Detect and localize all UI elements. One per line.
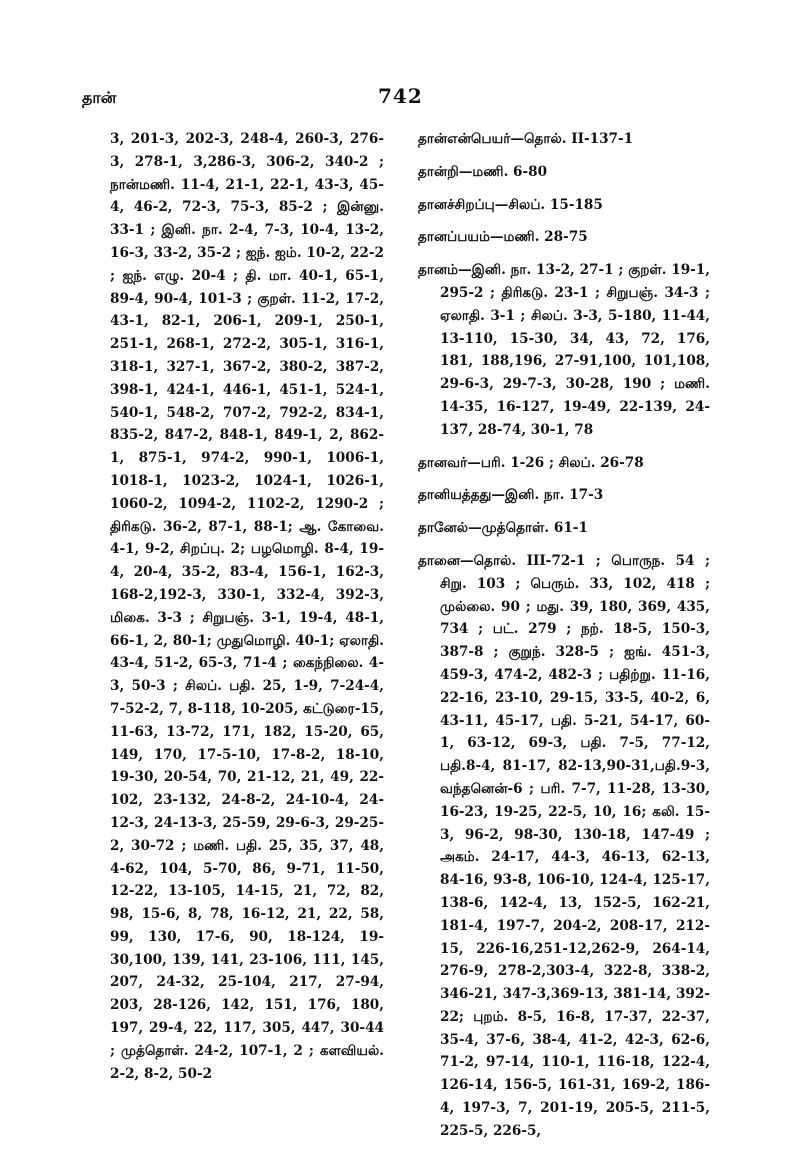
entry-headword: தானை—தொல். III-72-1 ; [418,552,601,569]
left-column [110,128,384,1095]
index-entry [418,484,710,507]
entry-headword: தானியத்தது—இனி. நா. 17-3 [418,487,604,504]
entry-headword: தானப்பயம்—மணி. 28-75 [418,229,588,246]
index-entry [418,161,710,184]
entry-headword: தானச்சிறப்பு—சிலப். 15-185 [418,196,603,213]
index-entry [418,226,710,249]
index-entry [418,517,710,540]
index-entry [418,194,710,217]
entry-references: சிலப். 26-78 [553,454,644,471]
index-entry [418,128,710,151]
running-head: தான் [82,88,117,107]
entry-headword: தான்என்பெயர்—தொல். II-137-1 [418,131,634,147]
entry-headword: தான்றி—மணி. 6-80 [418,163,548,180]
entry-references: 3, 201-3, 202-3, 248-4, 260-3, 276-3, 278-1, 3,286-3, 306-2, 340-2 ; நான்மணி. 11-4, 21-1, 22-1, 43-3, 45-4, 46-2, 72-3, 75-3, 85-2 ; இன்னு. 33-1 ; இனி. நா. 2-4, 7-3, 10-4, 13-2, 16-3, 33-2, 35-2 ; ஐந். ஐம். 10-2, 22-2 ; ஐந். எழு. 20-4 ; தி. மா. 40-1, 65-1, 89-4, 90-4, 101-3 ; குறள். 11-2, 17-2, 43-1, 82-1, 206-1, 209-1, 250-1, 251-1, 268-1, 272-2, 305-1, 316-1, 318-1, 327-1, 367-2, 380-2, 387-2, 398-1, 424-1, 446-1, 451-1, 524-1, 540-1, 548-2, 707-2, 792-2, 834-1, 835-2, 847-2, 848-1, 849-1, 2, 862-1, 875-1, 974-2, 990-1, 1006-1, 1018-1, 1023-2, 1024-1, 1026-1, 1060-2, 1094-2, 1102-2, 1290-2 ; திரிகடு. 36-2, 87-1, 88-1; ஆ. கோவை. 4-1, 9-2, சிறப்பு. 2; பழமொழி. 8-4, 19-4, 20-4, 35-2, 83-4, 156-1, 162-3, 168-2,192-3, 330-1, 332-4, 392-3, மிகை. 3-3 ; சிறுபஞ். 3-1, 19-4, 48-1, 66-1, 2, 80-1; முதுமொழி. 40-1; ஏலாதி. 43-4, 51-2, 65-3, 71-4 ; கைந்நிலை. 4-3, 50-3 ; சிலப். பதி. 25, 1-9, 7-24-4, 7-52-2, 7, 8-118, 10-205, கட்டுரை-15, 11-63, 13-72, 171, 182, 15-20, 65, 149, 170, 17-5-10, 17-8-2, 18-10, 19-30, 20-54, 70, 21-12, 21, 49, 22-102, 23-132, 24-8-2, 24-10-4, 24-12-3, 24-13-3, 25-59, 29-6-3, 29-25-2, 30-72 ; மணி. பதி. 25, 35, 37, 48, 4-62, 104, 5-70, 86, 9-71, 11-50, 12-22, 13-105, 14-15, 21, 72, 82, 98, 15-6, 8, 78, 16-12, 21, 22, 58, 99, 130, 17-6, 90, 18-124, 19-30,100, 139, 141, 23-106, 111, 145, 207, 24-32, 25-104, 217, 27-94, 203, 28-126, 142, 151, 176, 180, 197, 29-4, 22, 117, 305, 447, 30-44 ; முத்தொள். 24-2, 107-1, 2 ; களவியல். 2-2, 8-2, 50-2 [110,131,384,1082]
page-number: 742 [378,84,423,108]
entry-headword: தானேல்—முத்தொள். 61-1 [418,520,588,537]
index-entry [418,452,710,475]
entry-references: குறள். 19-1, 295-2 ; திரிகடு. 23-1 ; சிறுபஞ். 34-3 ; ஏலாதி. 3-1 ; சிலப். 3-3, 5-180, 11-44, 13-110, 15-30, 34, 43, 72, 176, 181, 188,196, 27-91,100, 101,108, 29-6-3, 29-7-3, 30-28, 190 ; மணி. 14-35, 16-127, 19-49, 22-139, 24-137, 28-74, 30-1, 78 [440,262,710,438]
entry-references: பொருந. 54 ; சிறு. 103 ; பெரும். 33, 102, 418 ; முல்லை. 90 ; மது. 39, 180, 369, 435, 734 ; பட். 279 ; நற். 18-5, 150-3, 387-8 ; குறுந். 328-5 ; ஐங். 451-3, 459-3, 474-2, 482-3 ; பதிற்று. 11-16, 22-16, 23-10, 29-15, 33-5, 40-2, 6, 43-11, 45-17, பதி. 5-21, 54-17, 60-1, 63-12, 69-3, பதி. 7-5, 77-12, பதி.8-4, 81-17, 82-13,90-31,பதி.9-3, வந்தனென்-6 ; பரி. 7-7, 11-28, 13-30, 16-23, 19-25, 22-5, 10, 16; கலி. 15-3, 96-2, 98-30, 130-18, 147-49 ; அகம். 24-17, 44-3, 46-13, 62-13, 84-16, 93-8, 106-10, 124-4, 125-17, 138-6, 142-4, 13, 152-5, 162-21, 181-4, 197-7, 204-2, 208-17, 212-15, 226-16,251-12,262-9, 264-14, 276-9, 278-2,303-4, 322-8, 338-2, 346-21, 347-3,369-13, 381-14, 392-22; புறம். 8-5, 16-8, 17-37, 22-37, 35-4, 37-6, 38-4, 41-2, 42-3, 62-6, 71-2, 97-14, 110-1, 116-18, 122-4, 126-14, 156-5, 161-31, 169-2, 186-4, 197-3, 7, 201-19, 205-5, 211-5, 225-5, 226-5, [440,552,710,1139]
index-entry [110,128,384,1085]
index-entry [418,550,710,1143]
entry-headword: தானம்—இனி. நா. 13-2, 27-1 ; [418,262,624,279]
index-entry [418,259,710,441]
right-column [418,128,710,1153]
entry-headword: தானவர்—பரி. 1-26 ; [418,454,554,471]
